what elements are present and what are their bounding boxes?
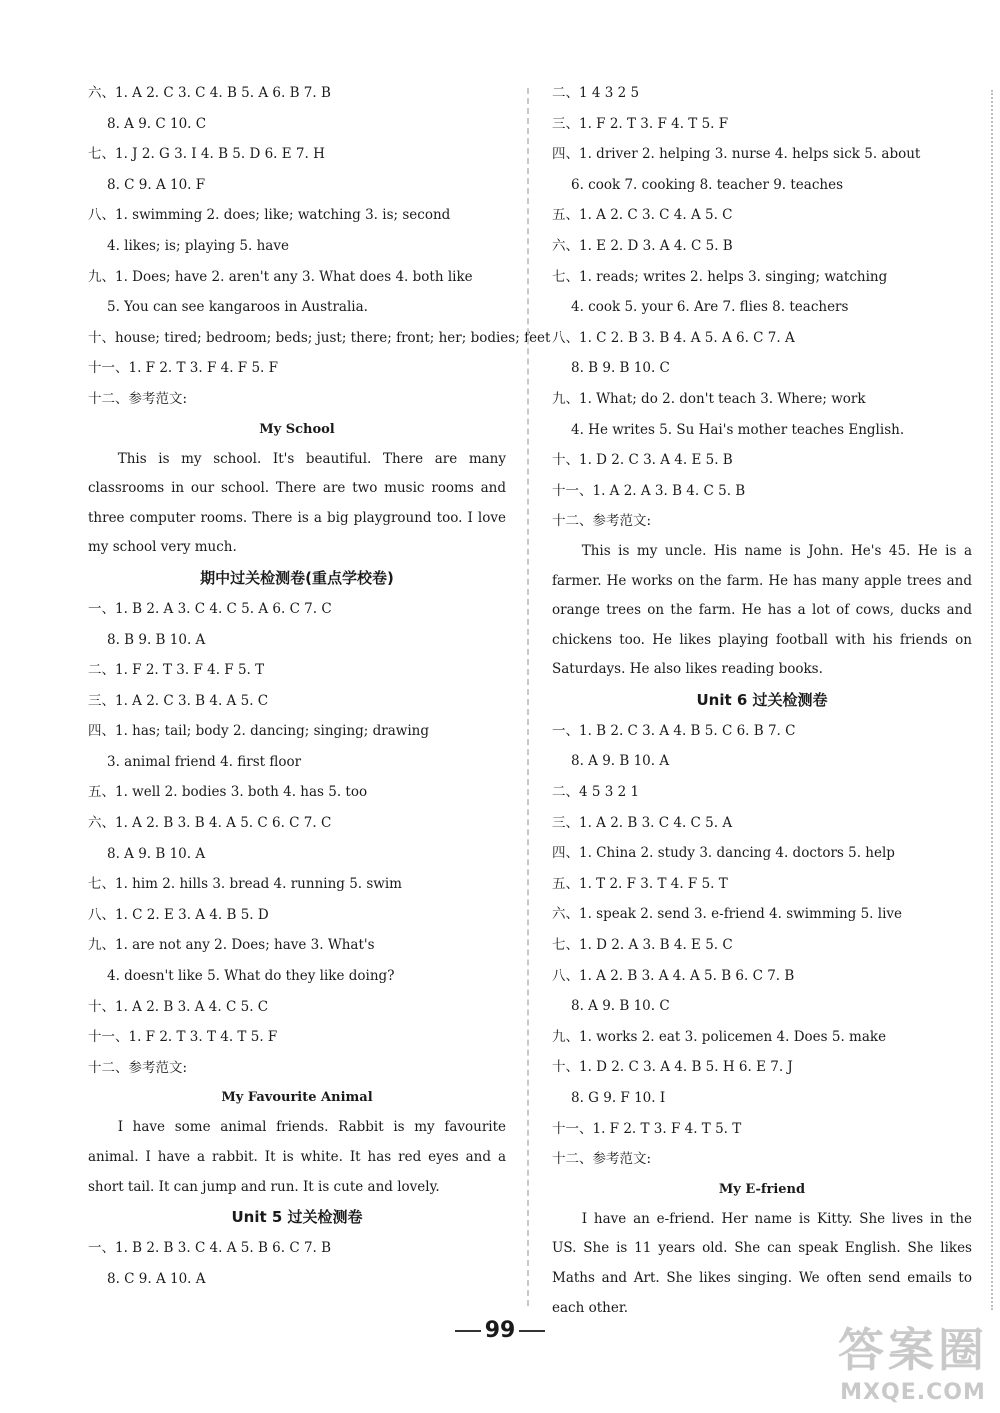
- answer-line: 七、1. him 2. hills 3. bread 4. running 5. swim: [88, 876, 402, 893]
- essay-title: My School: [259, 421, 335, 437]
- answer-line: 二、4 5 3 2 1: [552, 784, 640, 801]
- answer-line: 十一、1. F 2. T 3. F 4. T 5. T: [552, 1120, 742, 1137]
- answer-line: 六、1. A 2. B 3. B 4. A 5. C 6. C 7. C: [88, 815, 332, 832]
- watermark-url: MXQE.COM: [840, 1380, 986, 1405]
- answer-line: 九、1. What; do 2. don't teach 3. Where; work: [552, 390, 866, 407]
- answer-line: 十、1. D 2. C 3. A 4. B 5. H 6. E 7. J: [552, 1059, 793, 1076]
- page-edge-dots: [991, 90, 993, 1310]
- answer-line: 四、1. has; tail; body 2. dancing; singing; drawing: [88, 723, 430, 740]
- answer-line: 4. doesn't like 5. What do they like doing?: [107, 968, 395, 985]
- answer-line: 一、1. B 2. B 3. C 4. A 5. B 6. C 7. B: [88, 1240, 332, 1257]
- answer-line: 8. B 9. B 10. C: [571, 360, 670, 377]
- answer-line: 九、1. works 2. eat 3. policemen 4. Does 5. make: [552, 1028, 887, 1045]
- answer-line: 八、1. C 2. B 3. B 4. A 5. A 6. C 7. A: [552, 329, 795, 346]
- answer-line: 8. A 9. B 10. A: [107, 845, 206, 862]
- answer-line: 二、1. F 2. T 3. F 4. F 5. T: [88, 662, 265, 679]
- answer-line: 8. A 9. B 10. C: [571, 998, 670, 1015]
- answer-line: 七、1. D 2. A 3. B 4. E 5. C: [552, 937, 733, 954]
- essay-paragraph: This is my uncle. His name is John. He's 45. He is a farmer. He works on the farm. He has many apple trees and orange trees on the farm. He has a lot of cows, ducks and chickens too. He likes playing football with his friends on Saturdays. He also likes reading books.: [552, 542, 972, 678]
- answer-line: 十、house; tired; bedroom; beds; just; there; front; her; bodies; feet: [88, 329, 551, 346]
- answer-line: 五、1. T 2. F 3. T 4. F 5. T: [552, 875, 728, 892]
- essay-paragraph: This is my school. It's beautiful. There are many classrooms in our school. There are two music rooms and three computer rooms. There is a big playground too. I love my school very much.: [88, 450, 506, 556]
- answer-line: 十二、参考范文:: [552, 513, 652, 530]
- answer-line: 五、1. A 2. C 3. C 4. A 5. C: [552, 207, 733, 224]
- right-column: [552, 78, 972, 1323]
- answer-line: 三、1. A 2. C 3. B 4. A 5. C: [88, 692, 269, 709]
- left-column: [88, 78, 551, 1294]
- answer-line: 十二、参考范文:: [88, 1059, 188, 1076]
- answer-line: 十、1. A 2. B 3. A 4. C 5. C: [88, 998, 269, 1015]
- answer-line: 8. C 9. A 10. A: [107, 1270, 206, 1287]
- answer-line: 八、1. C 2. E 3. A 4. B 5. D: [88, 906, 269, 923]
- answer-line: 4. likes; is; playing 5. have: [107, 237, 289, 254]
- answer-line: 十二、参考范文:: [552, 1151, 652, 1168]
- answer-line: 十一、1. F 2. T 3. F 4. F 5. F: [88, 360, 278, 377]
- page-number-value: 99: [484, 1318, 516, 1343]
- answer-line: 4. He writes 5. Su Hai's mother teaches English.: [571, 421, 905, 438]
- answer-line: 十、1. D 2. C 3. A 4. E 5. B: [552, 452, 733, 469]
- watermark-title: 答案圈: [838, 1323, 988, 1377]
- essay-title: My E-friend: [718, 1181, 806, 1197]
- essay-paragraph: I have some animal friends. Rabbit is my favourite animal. I have a rabbit. It is white. It has red eyes and a short tail. It can jump and run. It is cute and lovely.: [88, 1119, 506, 1195]
- section-heading: Unit 6 过关检测卷: [696, 690, 828, 709]
- answer-line: 十一、1. A 2. A 3. B 4. C 5. B: [552, 482, 746, 499]
- answer-line: 8. B 9. B 10. A: [107, 631, 206, 648]
- essay-paragraph: I have an e-friend. Her name is Kitty. She lives in the US. She is 11 years old. She can speak English. She likes Maths and Art. She likes singing. We often send emails to each other.: [552, 1210, 972, 1316]
- answer-line: 八、1. swimming 2. does; like; watching 3. is; second: [88, 207, 451, 224]
- answer-line: 七、1. reads; writes 2. helps 3. singing; watching: [552, 268, 888, 285]
- answer-line: 三、1. F 2. T 3. F 4. T 5. F: [552, 115, 729, 132]
- answer-line: 8. C 9. A 10. F: [107, 176, 206, 193]
- section-heading: Unit 5 过关检测卷: [231, 1208, 363, 1227]
- answer-line: 十一、1. F 2. T 3. T 4. T 5. F: [88, 1029, 278, 1046]
- watermark-logo: [838, 1314, 988, 1405]
- page-number-dash-right: [519, 1330, 545, 1332]
- answer-line: 5. You can see kangaroos in Australia.: [107, 299, 368, 316]
- answer-line: 十二、参考范文:: [88, 390, 188, 407]
- answer-line: 八、1. A 2. B 3. A 4. A 5. B 6. C 7. B: [552, 967, 795, 984]
- answer-line: 六、1. E 2. D 3. A 4. C 5. B: [552, 237, 733, 254]
- answer-line: 三、1. A 2. B 3. C 4. C 5. A: [552, 814, 733, 831]
- answer-line: 8. A 9. C 10. C: [107, 115, 207, 132]
- answer-line: 四、1. China 2. study 3. dancing 4. doctors 5. help: [552, 845, 895, 862]
- answer-line: 六、1. speak 2. send 3. e-friend 4. swimming 5. live: [552, 906, 903, 923]
- column-divider: [527, 88, 529, 1306]
- answer-line: 一、1. B 2. A 3. C 4. C 5. A 6. C 7. C: [88, 600, 332, 617]
- page-number-dash-left: [455, 1330, 481, 1332]
- answer-line: 一、1. B 2. C 3. A 4. B 5. C 6. B 7. C: [552, 722, 796, 739]
- essay-title: My Favourite Animal: [221, 1090, 373, 1106]
- section-heading: 期中过关检测卷(重点学校卷): [200, 568, 394, 587]
- answer-line: 九、1. Does; have 2. aren't any 3. What does 4. both like: [88, 268, 473, 285]
- answer-line: 4. cook 5. your 6. Are 7. flies 8. teachers: [571, 299, 849, 316]
- answer-line: 六、1. A 2. C 3. C 4. B 5. A 6. B 7. B: [88, 85, 331, 101]
- answer-line: 6. cook 7. cooking 8. teacher 9. teaches: [571, 176, 844, 193]
- answer-line: 8. G 9. F 10. I: [571, 1090, 666, 1106]
- answer-line: 8. A 9. B 10. A: [571, 753, 670, 770]
- answer-line: 五、1. well 2. bodies 3. both 4. has 5. too: [88, 784, 368, 801]
- answer-line: 二、1 4 3 2 5: [552, 85, 640, 101]
- answer-line: 四、1. driver 2. helping 3. nurse 4. helps sick 5. about: [552, 146, 921, 163]
- answer-line: 七、1. J 2. G 3. I 4. B 5. D 6. E 7. H: [88, 146, 325, 163]
- answer-line: 九、1. are not any 2. Does; have 3. What's: [88, 937, 375, 954]
- answer-line: 3. animal friend 4. first floor: [107, 753, 302, 770]
